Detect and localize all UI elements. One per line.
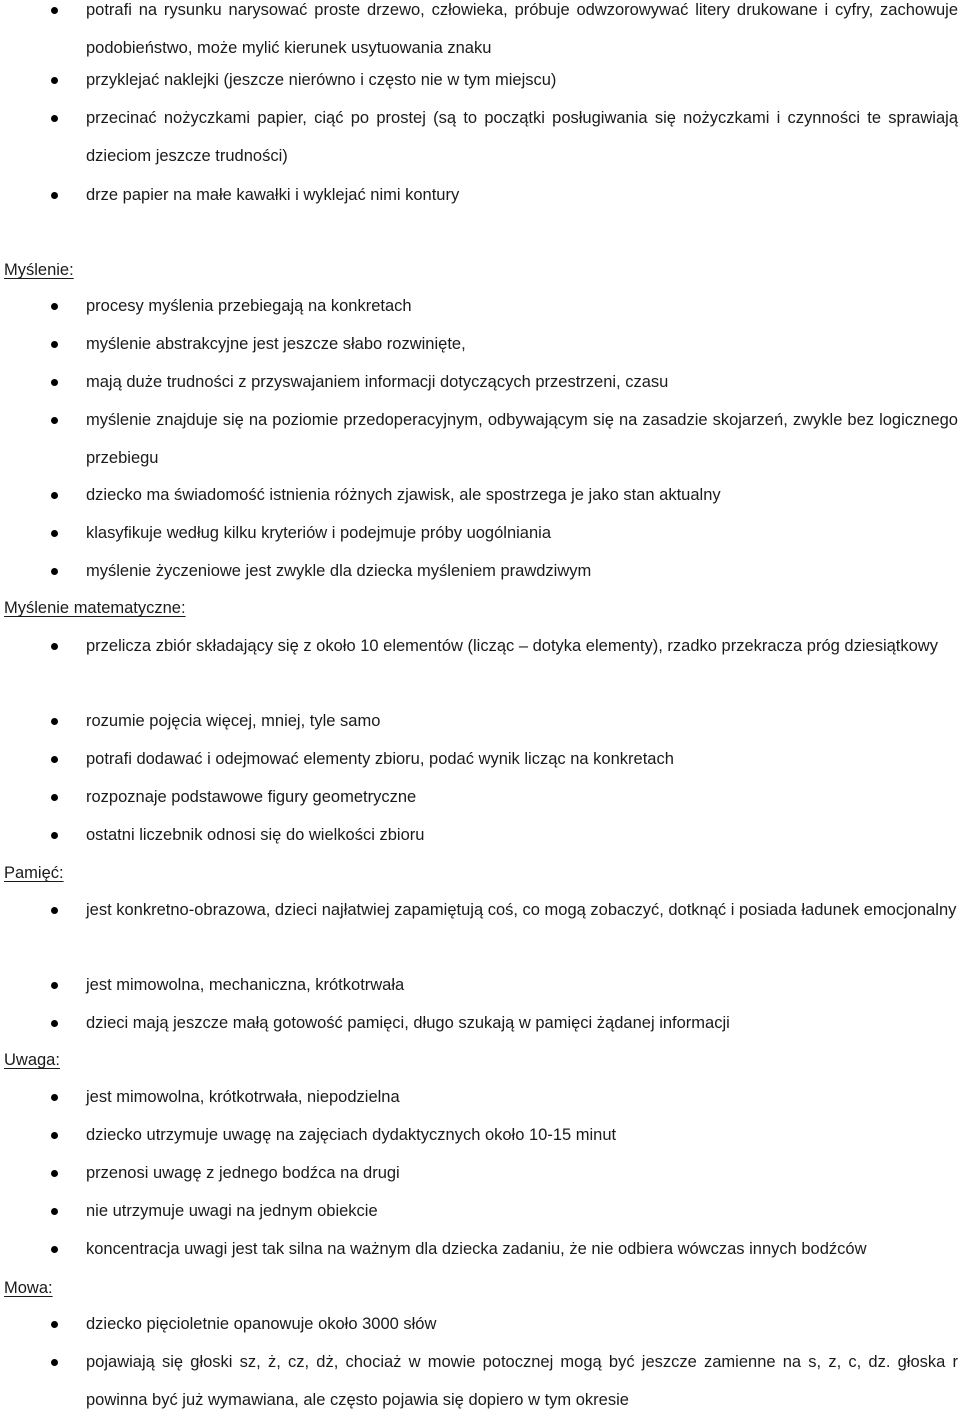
bullet-icon — [51, 341, 58, 348]
list-item-text: przelicza zbiór składający się z około 10 elementów (licząc – dotyka elementy), rzadko przekracza próg dziesiątkowy — [86, 637, 938, 655]
list-item-text: klasyfikuje według kilku kryteriów i podejmuje próby uogólniania — [86, 524, 551, 542]
bullet-icon — [51, 77, 58, 84]
bullet-icon — [51, 492, 58, 499]
bullet-icon — [51, 643, 58, 650]
bullet-icon — [51, 718, 58, 725]
bullet-icon — [51, 1246, 58, 1253]
section-heading: Myślenie: — [4, 261, 74, 279]
list-item-text: drze papier na małe kawałki i wyklejać nimi kontury — [86, 186, 460, 204]
list-item-text: jest konkretno-obrazowa, dzieci najłatwiej zapamiętują coś, co mogą zobaczyć, dotknąć i posiada ładunek emocjonalny — [86, 901, 957, 919]
bullet-icon — [51, 1170, 58, 1177]
bullet-icon — [51, 568, 58, 575]
bullet-icon — [51, 1359, 58, 1366]
bullet-icon — [51, 982, 58, 989]
list-item-text: potrafi dodawać i odejmować elementy zbioru, podać wynik licząc na konkretach — [86, 750, 674, 768]
list-item-text: potrafi na rysunku narysować proste drzewo, człowieka, próbuje odwzorowywać litery drukowane i cyfry, zachowuje podobieństwo, może mylić kierunek usytuowania znaku — [86, 1, 958, 57]
list-item-text: rozpoznaje podstawowe figury geometryczne — [86, 788, 417, 806]
list-item-text: jest mimowolna, krótkotrwała, niepodzielna — [86, 1088, 400, 1106]
list-item-text: przyklejać naklejki (jeszcze nierówno i często nie w tym miejscu) — [86, 71, 557, 89]
bullet-icon — [51, 794, 58, 801]
bullet-icon — [51, 1094, 58, 1101]
bullet-icon — [51, 756, 58, 763]
section-heading: Mowa: — [4, 1279, 53, 1297]
list-item-text: mają duże trudności z przyswajaniem informacji dotyczących przestrzeni, czasu — [86, 373, 669, 391]
list-item-text: nie utrzymuje uwagi na jednym obiekcie — [86, 1202, 378, 1220]
list-item-text: przenosi uwagę z jednego bodźca na drugi — [86, 1164, 400, 1182]
bullet-icon — [51, 907, 58, 914]
list-item-text: dzieci mają jeszcze małą gotowość pamięci, długo szukają w pamięci żądanej informacji — [86, 1014, 730, 1032]
bullet-icon — [51, 115, 58, 122]
list-item-text: procesy myślenia przebiegają na konkretach — [86, 297, 412, 315]
list-item-text: myślenie abstrakcyjne jest jeszcze słabo rozwinięte, — [86, 335, 466, 353]
list-item-text: rozumie pojęcia więcej, mniej, tyle samo — [86, 712, 381, 730]
bullet-icon — [51, 1321, 58, 1328]
list-item-text: jest mimowolna, mechaniczna, krótkotrwała — [86, 976, 405, 994]
bullet-icon — [51, 1132, 58, 1139]
bullet-icon — [51, 192, 58, 199]
bullet-icon — [51, 417, 58, 424]
list-item-text: dziecko utrzymuje uwagę na zajęciach dydaktycznych około 10-15 minut — [86, 1126, 617, 1144]
list-item — [0, 0, 960, 68]
bullet-icon — [51, 1208, 58, 1215]
bullet-icon — [51, 530, 58, 537]
list-item-text: dziecko pięcioletnie opanowuje około 3000 słów — [86, 1315, 437, 1333]
list-item-text: pojawiają się głoski sz, ż, cz, dż, chociaż w mowie potocznej mogą być jeszcze zamienne na s, z, c, dz. głoska r powinna być już wymawiana, ale często pojawia się dopiero w tym okresie — [86, 1353, 958, 1409]
list-item-text: dziecko ma świadomość istnienia różnych zjawisk, ale spostrzega je jako stan aktualny — [86, 486, 721, 504]
section-heading: Pamięć: — [4, 864, 64, 882]
section-heading: Uwaga: — [4, 1051, 60, 1069]
list-item-text: koncentracja uwagi jest tak silna na ważnym dla dziecka zadaniu, że nie odbiera wówczas innych bodźców — [86, 1240, 867, 1258]
list-item-text: myślenie życzeniowe jest zwykle dla dziecka myśleniem prawdziwym — [86, 562, 592, 580]
section-heading: Myślenie matematyczne: — [4, 599, 186, 617]
bullet-icon — [51, 1020, 58, 1027]
bullet-icon — [51, 379, 58, 386]
bullet-icon — [51, 7, 58, 14]
list-item-text: myślenie znajduje się na poziomie przedoperacyjnym, odbywającym się na zasadzie skojarzeń, zwykle bez logicznego przebiegu — [86, 411, 958, 467]
list-item-text: ostatni liczebnik odnosi się do wielkości zbioru — [86, 826, 425, 844]
bullet-icon — [51, 303, 58, 310]
list-item-text: przecinać nożyczkami papier, ciąć po prostej (są to początki posługiwania się nożyczkami i czynności te sprawiają dzieciom jeszcze trudności) — [86, 109, 958, 165]
bullet-icon — [51, 832, 58, 839]
